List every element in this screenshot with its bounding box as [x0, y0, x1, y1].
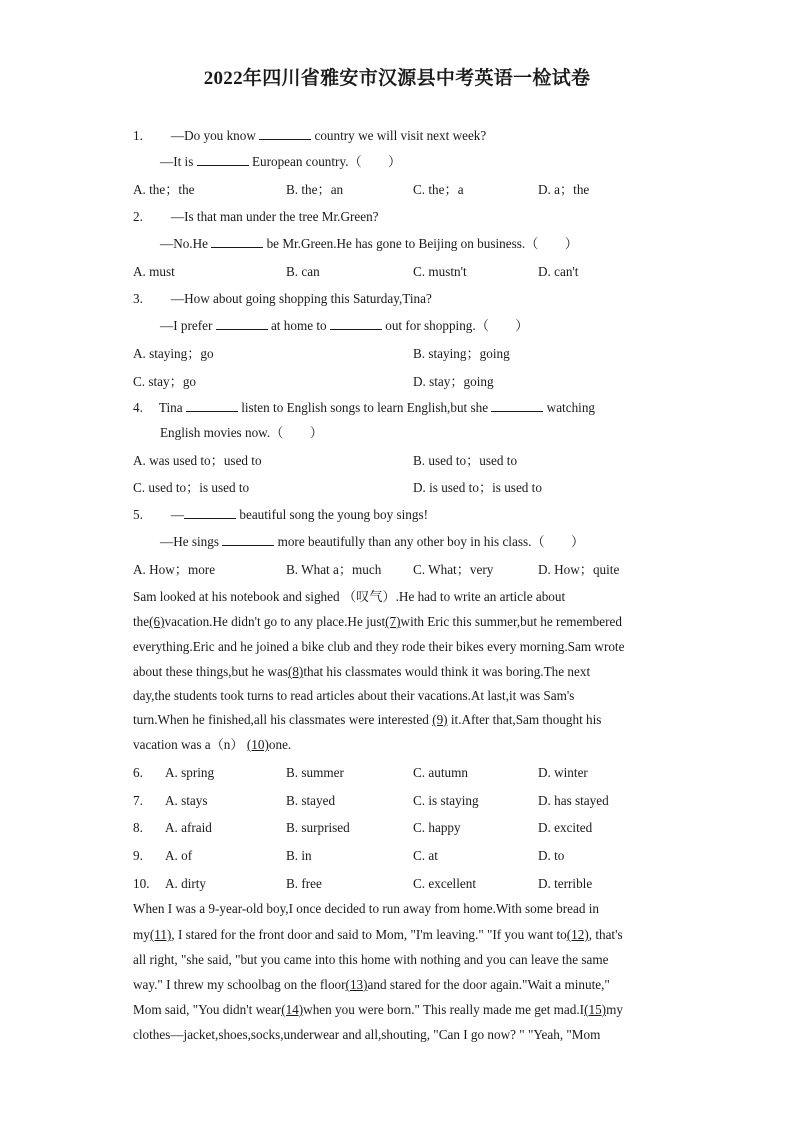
blank-11: (11): [149, 927, 172, 942]
question-2-line-2: —No.He be Mr.Green.He has gone to Beijing on business.（ ）: [160, 236, 578, 251]
q10-option-a: A. dirty: [165, 876, 207, 891]
q7-option-c: C. is staying: [413, 793, 479, 808]
q9-option-d: D. to: [538, 848, 565, 863]
q4-option-a: A. was used to；used to: [133, 453, 262, 468]
q1-option-c: C. the；a: [413, 182, 464, 197]
q2-option-c: C. mustn't: [413, 264, 467, 279]
blank: [259, 128, 311, 140]
q8-option-b: B. surprised: [286, 820, 350, 835]
passage-2-line: way." I threw my schoolbag on the floor(13)and stared for the door again."Wait a minute,": [133, 977, 610, 992]
question-4-line-1: 4. Tina listen to English songs to learn English,but she watching: [133, 400, 596, 415]
page-title: 2022年四川省雅安市汉源县中考英语一检试卷: [203, 68, 591, 89]
blank: [491, 400, 543, 412]
cloze-9-number: 9.: [133, 848, 143, 863]
q3-option-b: B. staying；going: [413, 346, 510, 361]
passage-2-line: When I was a 9-year-old boy,I once decided to run away from home.With some bread in: [133, 901, 599, 916]
passage-1-line: about these things,but he was(8)that his classmates would think it was boring.The next: [133, 664, 591, 679]
q1-option-b: B. the；an: [286, 182, 344, 197]
blank-12: (12): [566, 927, 589, 942]
q10-option-b: B. free: [286, 876, 322, 891]
q5-option-a: A. How；more: [133, 562, 216, 577]
blank: [222, 534, 274, 546]
blank: [216, 318, 268, 330]
q5-option-d: D. How；quite: [538, 562, 620, 577]
blank-8: (8): [287, 664, 304, 679]
q7-option-d: D. has stayed: [538, 793, 609, 808]
q9-option-c: C. at: [413, 848, 438, 863]
q8-option-c: C. happy: [413, 820, 461, 835]
q1-option-d: D. a；the: [538, 182, 590, 197]
passage-2-line: clothes—jacket,shoes,socks,underwear and all,shouting, "Can I go now? " "Yeah, "Mom: [133, 1027, 601, 1042]
cloze-8-number: 8.: [133, 820, 143, 835]
cloze-6-number: 6.: [133, 765, 143, 780]
blank: [184, 507, 236, 519]
question-1-line-2: —It is European country.（ ）: [160, 154, 402, 169]
q6-option-c: C. autumn: [413, 765, 468, 780]
blank: [211, 236, 263, 248]
q7-option-b: B. stayed: [286, 793, 336, 808]
question-4-line-2: English movies now.（ ）: [160, 425, 323, 440]
cloze-10-number: 10.: [133, 876, 150, 891]
blank-9: (9): [432, 712, 448, 727]
q10-option-d: D. terrible: [538, 876, 593, 891]
q8-option-d: D. excited: [538, 820, 593, 835]
q2-option-b: B. can: [286, 264, 320, 279]
q5-option-c: C. What；very: [413, 562, 494, 577]
blank: [330, 318, 382, 330]
question-3-line-1: 3. —How about going shopping this Saturday,Tina?: [133, 291, 432, 306]
q4-option-b: B. used to；used to: [413, 453, 518, 468]
q7-option-a: A. stays: [165, 793, 208, 808]
question-2-line-1: 2. —Is that man under the tree Mr.Green?: [133, 209, 379, 224]
q6-option-d: D. winter: [538, 765, 588, 780]
blank-14: (14): [281, 1002, 304, 1017]
cloze-7-number: 7.: [133, 793, 143, 808]
q3-option-a: A. staying；go: [133, 346, 214, 361]
passage-1-line: Sam looked at his notebook and sighed （叹气）.He had to write an article about: [133, 589, 566, 604]
passage-2-line: my(11), I stared for the front door and said to Mom, "I'm leaving." "If you want to(12), that's: [133, 927, 623, 942]
question-5-line-1: 5. — beautiful song the young boy sings!: [133, 507, 429, 522]
passage-2-line: Mom said, "You didn't wear(14)when you were born." This really made me get mad.I(15)my: [133, 1002, 623, 1017]
blank-10: (10): [246, 737, 269, 752]
q3-option-c: C. stay；go: [133, 374, 197, 389]
q10-option-c: C. excellent: [413, 876, 476, 891]
blank-7: (7): [385, 614, 401, 629]
q3-option-d: D. stay；going: [413, 374, 494, 389]
question-5-line-2: —He sings more beautifully than any other boy in his class.（ ）: [160, 534, 585, 549]
blank: [186, 400, 238, 412]
blank-15: (15): [584, 1002, 607, 1017]
q6-option-b: B. summer: [286, 765, 344, 780]
question-3-line-2: —I prefer at home to out for shopping.（ ）: [160, 318, 529, 333]
passage-1-line: day,the students took turns to read articles about their vacations.At last,it was Sam's: [133, 688, 575, 703]
blank-13: (13): [345, 977, 368, 992]
question-1-line-1: 1. —Do you know country we will visit next week?: [133, 128, 487, 143]
blank-6: (6): [149, 614, 165, 629]
passage-1-line: the(6)vacation.He didn't go to any place.He just(7)with Eric this summer,but he remembered: [133, 614, 622, 629]
passage-2-line: all right, "she said, "but you came into this home with nothing and you can leave the same: [133, 952, 609, 967]
passage-1-line: everything.Eric and he joined a bike club and they rode their bikes every morning.Sam wrote: [133, 639, 625, 654]
q4-option-d: D. is used to；is used to: [413, 480, 542, 495]
q9-option-b: B. in: [286, 848, 312, 863]
q6-option-a: A. spring: [165, 765, 215, 780]
q4-option-c: C. used to；is used to: [133, 480, 250, 495]
q1-option-a: A. the；the: [133, 182, 195, 197]
q9-option-a: A. of: [165, 848, 193, 863]
q2-option-d: D. can't: [538, 264, 579, 279]
q5-option-b: B. What a；much: [286, 562, 382, 577]
passage-1-line: vacation was a（n） (10)one.: [133, 737, 292, 752]
blank: [197, 154, 249, 166]
q2-option-a: A. must: [133, 264, 175, 279]
passage-1-line: turn.When he finished,all his classmates were interested (9) it.After that,Sam thought his: [133, 712, 602, 727]
q8-option-a: A. afraid: [165, 820, 212, 835]
